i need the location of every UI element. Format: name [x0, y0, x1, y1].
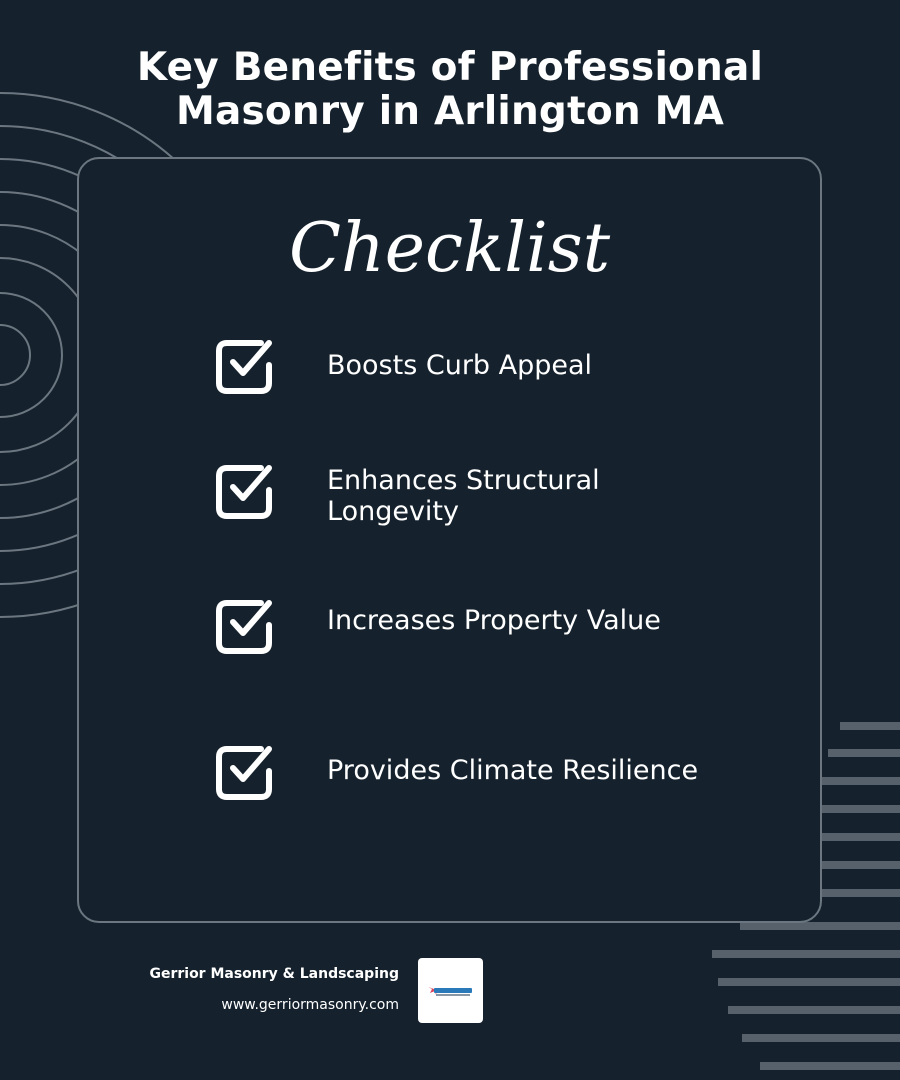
checkbox-checked-icon: [215, 460, 275, 520]
company-website-link[interactable]: www.gerriormasonry.com: [221, 997, 399, 1013]
checklist-item-label: [327, 755, 747, 786]
checkbox-checked-icon: [215, 595, 275, 655]
checkbox-checked-icon: [215, 335, 275, 395]
checklist-item-label: [327, 465, 747, 527]
checklist-item-label-line-1: Enhances Structural: [327, 465, 600, 496]
company-logo[interactable]: [418, 958, 483, 1023]
company-logo-icon: [418, 958, 483, 1023]
checkbox-checked-icon: [215, 741, 275, 801]
checklist-item-label-line-1: Provides Climate Resilience: [327, 755, 699, 786]
page-title-line-1: Key Benefits of Professional: [136, 45, 764, 90]
checklist-item-label-line-2: Longevity: [327, 496, 459, 527]
company-name: Gerrior Masonry & Landscaping: [149, 966, 399, 982]
checklist-item-label-line-1: Increases Property Value: [327, 605, 661, 636]
checklist-item-label: [327, 350, 747, 381]
checklist-card: [77, 157, 822, 923]
page-title-line-2: Masonry in Arlington MA: [175, 89, 725, 134]
checklist-item-label: [327, 605, 747, 636]
checklist-item-label-line-1: Boosts Curb Appeal: [327, 350, 593, 381]
page-title: [0, 46, 900, 134]
checklist-heading: Checklist: [288, 209, 611, 288]
